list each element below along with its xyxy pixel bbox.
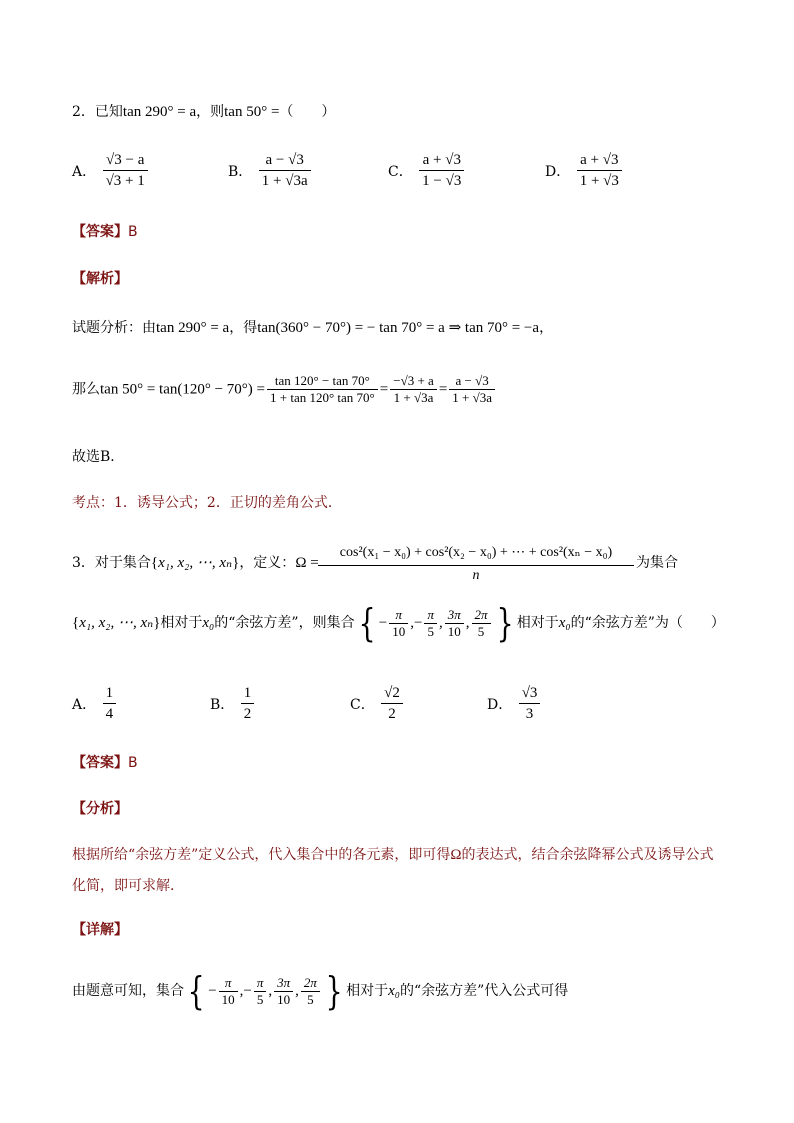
q3-stem-line1 xyxy=(72,554,319,572)
set-fraction xyxy=(254,975,267,1008)
fraction-numerator: 1 xyxy=(103,683,117,704)
fraction-numerator: 2π xyxy=(301,975,320,992)
q2-stem-paren: （ ） xyxy=(279,104,336,120)
q2-option-d xyxy=(545,150,624,191)
q3-option-a xyxy=(72,683,118,724)
q2-kaodian: 考点：1．诱导公式；2．正切的差角公式． xyxy=(72,495,342,511)
comma: , xyxy=(268,983,273,999)
q2-analysis-line1 xyxy=(72,319,553,337)
left-brace: { xyxy=(187,969,205,1013)
fraction-numerator: 1 xyxy=(241,683,255,704)
fraction-denominator: 4 xyxy=(105,706,114,722)
x0-symbol: x₀ xyxy=(388,983,400,999)
equals-sign: = xyxy=(379,381,389,398)
comma: , xyxy=(239,983,244,999)
q2-conclusion: 故选B． xyxy=(72,449,125,465)
omega-denominator: n xyxy=(472,568,480,583)
fraction-numerator: a + √3 xyxy=(577,150,622,171)
q2-analysis-label: 【解析】 xyxy=(72,271,128,287)
option-fraction xyxy=(519,683,541,724)
analysis-text: ， xyxy=(539,320,554,336)
fenxi-text: 的表达式，结合余弦降幂公式及诱导公式 xyxy=(461,847,714,863)
omega-numerator: cos²(x₁ − x₀) + cos²(x₂ − x₀) + ⋯ + cos²(xₙ − x₀) xyxy=(318,543,634,566)
analysis-math: tan(360° − 70°) = − tan 70° = a ⇒ tan 70° = −a xyxy=(257,320,540,336)
set-fraction xyxy=(445,607,464,640)
xiangjie-text: 的“余弦方差”代入公式可得 xyxy=(399,983,569,999)
option-letter: B． xyxy=(210,696,235,713)
q2-option-b xyxy=(228,150,313,191)
comma: , xyxy=(438,615,443,631)
q2-option-c xyxy=(388,150,466,191)
fraction-denominator: 1 + √3a xyxy=(452,390,493,405)
q2-stem-mid: ，则 xyxy=(196,104,225,120)
fraction-denominator: 10 xyxy=(277,991,291,1007)
q3-stem-tail: 为集合 xyxy=(636,555,678,571)
fraction-denominator: 2 xyxy=(388,706,396,722)
q3-fenxi-line2: 化简，即可求解. xyxy=(72,878,175,894)
set-elements: x₁, x₂, ⋯, xₙ xyxy=(158,555,233,571)
option-letter: A． xyxy=(72,163,97,180)
option-letter: B． xyxy=(228,163,253,180)
x0-symbol: x₀ xyxy=(558,615,571,631)
answer-value: B xyxy=(128,755,138,771)
q3-omega-eq: Ω = xyxy=(295,555,319,571)
fraction-denominator: 5 xyxy=(256,991,264,1007)
fraction-sign: − xyxy=(243,983,252,999)
q3-xiangjie-line xyxy=(72,969,569,1013)
set-fraction xyxy=(274,975,293,1008)
fraction-denominator: 5 xyxy=(427,623,434,639)
analysis-math: tan 290° = a xyxy=(156,320,230,336)
analysis-text: 那么 xyxy=(72,381,100,398)
analysis-text: 试题分析：由 xyxy=(72,320,156,336)
option-fraction xyxy=(103,683,117,724)
fraction-numerator: √2 xyxy=(381,683,403,704)
fraction-numerator: 2π xyxy=(472,607,491,624)
option-letter: C． xyxy=(350,696,375,713)
option-letter: C． xyxy=(388,163,413,180)
q2-stem xyxy=(72,103,335,121)
stem-text: 的“余弦方差”，则集合 xyxy=(214,615,355,631)
q2-stem-pre: 已知 xyxy=(94,104,123,120)
fenxi-text: 根据所给“余弦方差”定义公式，代入集合中的各元素，即可得 xyxy=(72,847,451,863)
fraction-denominator: √3 + 1 xyxy=(105,173,145,189)
equals-sign: = xyxy=(438,381,448,398)
analysis-math: tan 50° = tan(120° − 70°) = xyxy=(100,381,266,398)
q2-option-a xyxy=(72,150,150,191)
fraction-numerator: a + √3 xyxy=(419,150,464,171)
stem-text: 的“余弦方差”为（ ） xyxy=(570,615,725,631)
q3-omega-fraction xyxy=(318,543,634,586)
fraction-denominator: 1 + tan 120° tan 70° xyxy=(270,390,375,405)
stem-text: 相对于 xyxy=(516,615,559,631)
answer-label: 【答案】 xyxy=(72,224,128,240)
option-fraction xyxy=(419,150,464,191)
fraction-denominator: 5 xyxy=(307,991,314,1007)
answer-value: B xyxy=(128,224,138,240)
set-fraction xyxy=(424,607,437,640)
set-fraction xyxy=(389,607,408,640)
fraction-denominator: 1 + √3a xyxy=(393,390,434,405)
fraction-denominator: 1 + √3 xyxy=(579,173,619,189)
fraction-numerator: √3 − a xyxy=(103,150,148,171)
q3-answer xyxy=(72,754,138,772)
option-fraction xyxy=(259,150,311,191)
q3-xiangjie-label: 【详解】 xyxy=(72,922,128,938)
fraction-numerator: √3 xyxy=(519,683,541,704)
q3-option-b xyxy=(210,683,256,724)
omega-symbol: Ω xyxy=(450,847,462,863)
option-fraction xyxy=(577,150,622,191)
fraction-denominator: 3 xyxy=(525,706,534,722)
fraction-numerator: 3π xyxy=(274,975,293,992)
fraction-sign: − xyxy=(414,615,423,631)
q3-stem-def: ，定义： xyxy=(239,555,296,571)
option-fraction xyxy=(241,683,255,724)
q2-answer xyxy=(72,223,138,241)
fraction-numerator: 3π xyxy=(445,607,464,624)
x0-symbol: x₀ xyxy=(202,615,215,631)
comma: , xyxy=(295,983,299,999)
set-fraction xyxy=(301,975,320,1008)
q3-set: {x₁, x₂, ⋯, xₙ} xyxy=(72,615,161,631)
analysis-fraction xyxy=(267,373,378,406)
right-brace: } xyxy=(496,601,514,645)
fraction-denominator: 1 − √3 xyxy=(422,173,462,189)
fraction-numerator: π xyxy=(424,607,437,624)
fraction-numerator: π xyxy=(389,607,408,624)
analysis-fraction xyxy=(390,373,437,406)
fraction-sign: − xyxy=(378,615,388,631)
set-fraction xyxy=(219,975,238,1008)
q3-set: {x₁, x₂, ⋯, xₙ} xyxy=(150,555,240,571)
answer-label: 【答案】 xyxy=(72,755,128,771)
stem-text: 相对于 xyxy=(160,615,203,631)
comma: , xyxy=(465,615,470,631)
comma: , xyxy=(410,615,414,631)
option-letter: D． xyxy=(545,163,571,180)
q3-stem-line2 xyxy=(72,601,725,645)
left-brace: { xyxy=(358,601,376,645)
option-letter: A． xyxy=(72,696,97,713)
fraction-numerator: π xyxy=(254,975,267,992)
xiangjie-text: 由题意可知，集合 xyxy=(72,983,184,999)
q3-option-c xyxy=(350,683,405,724)
fraction-denominator: 10 xyxy=(392,623,406,639)
set-fraction xyxy=(472,607,491,640)
fraction-numerator: −√3 + a xyxy=(390,373,437,390)
fraction-numerator: a − √3 xyxy=(449,373,495,390)
q2-analysis-line2 xyxy=(72,373,497,406)
fraction-numerator: tan 120° − tan 70° xyxy=(267,373,378,390)
q3-number: 3． xyxy=(72,555,95,571)
q3-fenxi-line1 xyxy=(72,846,713,864)
fraction-denominator: 10 xyxy=(447,623,461,639)
right-brace: } xyxy=(325,969,343,1013)
analysis-fraction xyxy=(449,373,495,406)
fraction-sign: − xyxy=(208,983,217,999)
analysis-text: ，得 xyxy=(229,320,258,336)
set-elements: x₁, x₂, ⋯, xₙ xyxy=(79,615,154,631)
fraction-denominator: 2 xyxy=(243,706,252,722)
fraction-denominator: 10 xyxy=(221,991,235,1007)
fraction-denominator: 5 xyxy=(477,623,485,639)
fraction-numerator: a − √3 xyxy=(259,150,311,171)
xiangjie-text: 相对于 xyxy=(346,983,389,999)
q2-stem-eq1: tan 290° = a xyxy=(122,104,197,120)
option-fraction xyxy=(103,150,148,191)
q3-fenxi-label: 【分析】 xyxy=(72,801,128,817)
fraction-numerator: π xyxy=(219,975,238,992)
q3-stem-pre: 对于集合 xyxy=(94,555,151,571)
q2-stem-eq2: tan 50° = xyxy=(224,104,280,120)
option-fraction xyxy=(381,683,403,724)
option-letter: D． xyxy=(487,696,513,713)
q2-number: 2． xyxy=(72,104,95,120)
q3-option-d xyxy=(487,683,542,724)
fraction-denominator: 1 + √3a xyxy=(261,173,308,189)
